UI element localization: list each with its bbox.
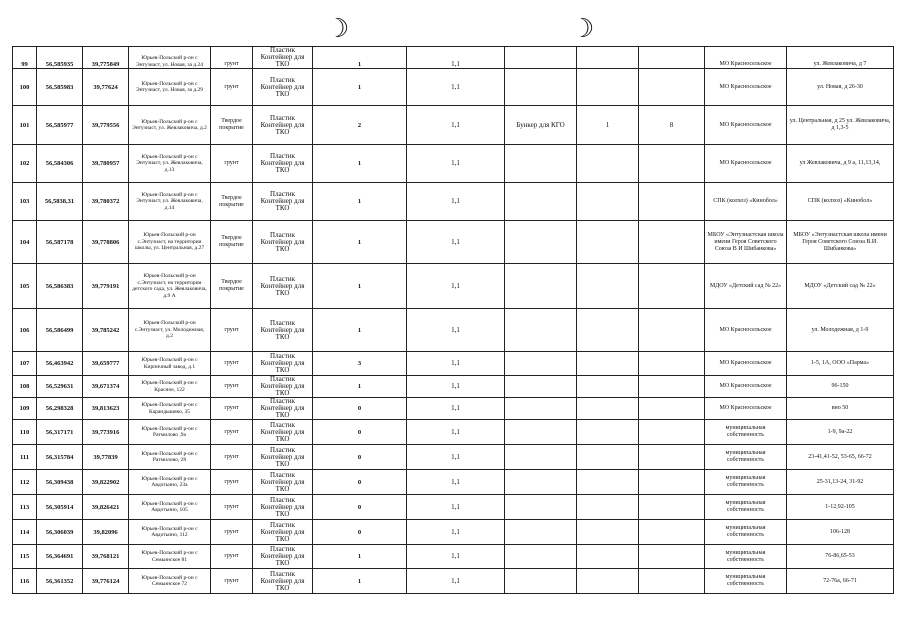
table-row xyxy=(13,545,894,569)
bulky-bin-count-cell xyxy=(577,145,639,183)
bulky-bin-count-cell xyxy=(577,569,639,594)
table-row xyxy=(13,398,894,420)
owner-cell: муниципальная собственность xyxy=(705,495,787,520)
longitude-cell: 39,659777 xyxy=(83,352,129,376)
bulky-bin-volume-cell xyxy=(639,470,705,495)
served-objects-cell: 96-150 xyxy=(787,376,894,398)
container-volume-cell: 1,1 xyxy=(407,145,505,183)
served-objects-cell: ул. Центральная, д 25 ул. Жевлаковича, д 1,3-5 xyxy=(787,106,894,145)
latitude-cell: 56,585935 xyxy=(37,47,83,69)
container-count-cell: 2 xyxy=(313,106,407,145)
bulky-waste-bin-cell xyxy=(505,264,577,309)
bulky-bin-volume-cell xyxy=(639,221,705,264)
latitude-cell: 56,587178 xyxy=(37,221,83,264)
latitude-cell: 56,586383 xyxy=(37,264,83,309)
surface-cell: грунт xyxy=(211,445,253,470)
row-number: 102 xyxy=(13,145,37,183)
surface-cell: Твердое покрытие xyxy=(211,221,253,264)
latitude-cell: 56,364691 xyxy=(37,545,83,569)
container-volume-cell: 1,1 xyxy=(407,69,505,106)
surface-cell: грунт xyxy=(211,145,253,183)
table-row xyxy=(13,520,894,545)
longitude-cell: 39,671374 xyxy=(83,376,129,398)
served-objects-cell: 1-9, 9а-22 xyxy=(787,420,894,445)
served-objects-cell: МДОУ «Детский сад № 22» xyxy=(787,264,894,309)
table-row xyxy=(13,420,894,445)
address-cell: Юрьев-Польский р-он с Карандышево, 35 xyxy=(129,398,211,420)
bulky-bin-volume-cell: 8 xyxy=(639,106,705,145)
longitude-cell: 39,776124 xyxy=(83,569,129,594)
owner-cell: муниципальная собственность xyxy=(705,520,787,545)
bulky-waste-bin-cell xyxy=(505,495,577,520)
registry-table-sheet xyxy=(12,46,893,592)
longitude-cell: 39,775849 xyxy=(83,47,129,69)
surface-cell: грунт xyxy=(211,520,253,545)
owner-cell: МО Красносельское xyxy=(705,47,787,69)
longitude-cell: 39,82096 xyxy=(83,520,129,545)
latitude-cell: 56,317171 xyxy=(37,420,83,445)
table-row xyxy=(13,221,894,264)
bulky-waste-bin-cell xyxy=(505,221,577,264)
longitude-cell: 39,77624 xyxy=(83,69,129,106)
bulky-waste-bin-cell xyxy=(505,520,577,545)
longitude-cell: 39,77839 xyxy=(83,445,129,470)
bulky-waste-bin-cell xyxy=(505,470,577,495)
longitude-cell: 39,785242 xyxy=(83,309,129,352)
container-count-cell: 0 xyxy=(313,520,407,545)
bulky-waste-bin-cell xyxy=(505,569,577,594)
container-count-cell: 1 xyxy=(313,264,407,309)
surface-cell: Твердое покрытие xyxy=(211,264,253,309)
surface-cell: Твердое покрытие xyxy=(211,183,253,221)
container-type-cell: Пластик Контейнер для ТКО xyxy=(253,309,313,352)
table-row xyxy=(13,183,894,221)
bulky-bin-count-cell xyxy=(577,445,639,470)
bulky-bin-volume-cell xyxy=(639,495,705,520)
address-cell: Юрьев-Польский р-он с.Энтузиаст, на территории школы, ул. Центральная, д.27 xyxy=(129,221,211,264)
row-number: 100 xyxy=(13,69,37,106)
address-cell: Юрьев-Польский р-он с Семьинское 72 xyxy=(129,569,211,594)
bulky-waste-bin-cell xyxy=(505,445,577,470)
container-volume-cell: 1,1 xyxy=(407,398,505,420)
address-cell: Юрьев-Польский р-он с Ратмилово ,9а xyxy=(129,420,211,445)
bulky-bin-count-cell xyxy=(577,376,639,398)
row-number: 110 xyxy=(13,420,37,445)
bulky-waste-bin-cell xyxy=(505,545,577,569)
page-corner-mark-left: ☽ xyxy=(326,14,350,44)
address-cell: Юрьев-Польский р-он с Авдотьино, 112 xyxy=(129,520,211,545)
bulky-bin-volume-cell xyxy=(639,183,705,221)
bulky-bin-volume-cell xyxy=(639,420,705,445)
bulky-bin-volume-cell xyxy=(639,569,705,594)
served-objects-cell: ул. Молодежная, д 1-9 xyxy=(787,309,894,352)
container-count-cell: 1 xyxy=(313,47,407,69)
latitude-cell: 56,315784 xyxy=(37,445,83,470)
container-type-cell: Пластик Контейнер для ТКО xyxy=(253,420,313,445)
served-objects-cell: ул. Новая, д 26-30 xyxy=(787,69,894,106)
row-number: 105 xyxy=(13,264,37,309)
table-row xyxy=(13,470,894,495)
owner-cell: МО Красносельское xyxy=(705,309,787,352)
table-row xyxy=(13,106,894,145)
container-type-cell: Пластик Контейнер для ТКО xyxy=(253,545,313,569)
container-volume-cell: 1,1 xyxy=(407,352,505,376)
container-volume-cell: 1,1 xyxy=(407,309,505,352)
longitude-cell: 39,778806 xyxy=(83,221,129,264)
container-type-cell: Пластик Контейнер для ТКО xyxy=(253,145,313,183)
container-volume-cell: 1,1 xyxy=(407,264,505,309)
bulky-bin-volume-cell xyxy=(639,69,705,106)
row-number: 107 xyxy=(13,352,37,376)
longitude-cell: 39,773916 xyxy=(83,420,129,445)
bulky-bin-count-cell xyxy=(577,69,639,106)
owner-cell: муниципальная собственность xyxy=(705,569,787,594)
bulky-bin-count-cell xyxy=(577,470,639,495)
container-count-cell: 0 xyxy=(313,398,407,420)
row-number: 101 xyxy=(13,106,37,145)
container-count-cell: 3 xyxy=(313,352,407,376)
bulky-waste-bin-cell xyxy=(505,376,577,398)
container-type-cell: Пластик Контейнер для ТКО xyxy=(253,569,313,594)
container-volume-cell: 1,1 xyxy=(407,545,505,569)
container-count-cell: 1 xyxy=(313,145,407,183)
address-cell: Юрьев-Польский р-он с Энтузиаст, ул. Новая, за д.29 xyxy=(129,69,211,106)
bulky-waste-bin-cell xyxy=(505,47,577,69)
address-cell: Юрьев-Польский р-он с Семьинское 81 xyxy=(129,545,211,569)
container-type-cell: Пластик Контейнер для ТКО xyxy=(253,69,313,106)
container-volume-cell: 1,1 xyxy=(407,470,505,495)
latitude-cell: 56,463942 xyxy=(37,352,83,376)
owner-cell: МО Красносельское xyxy=(705,145,787,183)
surface-cell: Твердое покрытие xyxy=(211,106,253,145)
bulky-bin-volume-cell xyxy=(639,264,705,309)
bulky-bin-volume-cell xyxy=(639,145,705,183)
longitude-cell: 39,779191 xyxy=(83,264,129,309)
latitude-cell: 56,5838,31 xyxy=(37,183,83,221)
table-body xyxy=(13,47,894,594)
container-count-cell: 1 xyxy=(313,183,407,221)
row-number: 116 xyxy=(13,569,37,594)
row-number: 114 xyxy=(13,520,37,545)
container-type-cell: Пластик Контейнер для ТКО xyxy=(253,470,313,495)
container-type-cell: Пластик Контейнер для ТКО xyxy=(253,183,313,221)
container-count-cell: 1 xyxy=(313,376,407,398)
table-row xyxy=(13,495,894,520)
container-count-cell: 1 xyxy=(313,309,407,352)
latitude-cell: 56,584306 xyxy=(37,145,83,183)
table-row xyxy=(13,569,894,594)
longitude-cell: 39,826421 xyxy=(83,495,129,520)
served-objects-cell: 23-41,41-52, 53-65, 66-72 xyxy=(787,445,894,470)
bulky-bin-count-cell xyxy=(577,183,639,221)
container-type-cell: Пластик Контейнер для ТКО xyxy=(253,264,313,309)
table-row xyxy=(13,309,894,352)
bulky-bin-volume-cell xyxy=(639,398,705,420)
bulky-bin-volume-cell xyxy=(639,545,705,569)
container-type-cell: Пластик Контейнер для ТКО xyxy=(253,376,313,398)
owner-cell: СПК (колхоз) «Кинобол» xyxy=(705,183,787,221)
longitude-cell: 39,780957 xyxy=(83,145,129,183)
served-objects-cell: 72-76а, 66-71 xyxy=(787,569,894,594)
owner-cell: муниципальная собственность xyxy=(705,420,787,445)
bulky-bin-count-cell: 1 xyxy=(577,106,639,145)
page-corner-mark-right: ☽ xyxy=(571,14,595,44)
served-objects-cell: 1-12,92-105 xyxy=(787,495,894,520)
address-cell: Юрьев-Польский р-он с Энтузиаст, ул. Жевлаковича, д.13 xyxy=(129,145,211,183)
surface-cell: грунт xyxy=(211,47,253,69)
container-type-cell: Пластик Контейнер для ТКО xyxy=(253,47,313,69)
owner-cell: МО Красносельское xyxy=(705,106,787,145)
table-row xyxy=(13,376,894,398)
container-count-cell: 0 xyxy=(313,470,407,495)
container-count-cell: 0 xyxy=(313,495,407,520)
latitude-cell: 56,309438 xyxy=(37,470,83,495)
owner-cell: МО Красносельское xyxy=(705,376,787,398)
served-objects-cell: СПК (колхоз) «Кинобол» xyxy=(787,183,894,221)
container-count-cell: 1 xyxy=(313,569,407,594)
bulky-bin-count-cell xyxy=(577,495,639,520)
bulky-bin-count-cell xyxy=(577,520,639,545)
bulky-waste-bin-cell xyxy=(505,309,577,352)
owner-cell: МДОУ «Детский сад № 22» xyxy=(705,264,787,309)
container-type-cell: Пластик Контейнер для ТКО xyxy=(253,352,313,376)
bulky-bin-volume-cell xyxy=(639,309,705,352)
container-type-cell: Пластик Контейнер для ТКО xyxy=(253,495,313,520)
served-objects-cell: 76-86,65-53 xyxy=(787,545,894,569)
owner-cell: муниципальная собственность xyxy=(705,545,787,569)
container-volume-cell: 1,1 xyxy=(407,47,505,69)
address-cell: Юрьев-Польский р-он с.Энтузиаст, ул. Молодежная, д.2 xyxy=(129,309,211,352)
container-count-cell: 0 xyxy=(313,420,407,445)
table-row xyxy=(13,69,894,106)
container-volume-cell: 1,1 xyxy=(407,376,505,398)
longitude-cell: 39,780372 xyxy=(83,183,129,221)
container-type-cell: Пластик Контейнер для ТКО xyxy=(253,221,313,264)
table-row xyxy=(13,352,894,376)
surface-cell: грунт xyxy=(211,470,253,495)
bulky-bin-volume-cell xyxy=(639,47,705,69)
row-number: 115 xyxy=(13,545,37,569)
row-number: 104 xyxy=(13,221,37,264)
served-objects-cell: МБОУ «Энтузиастская школа имени Героя Советского Союза В.И. Шибанкова» xyxy=(787,221,894,264)
served-objects-cell: 1-5, 1А, ООО «Парма» xyxy=(787,352,894,376)
surface-cell: грунт xyxy=(211,495,253,520)
surface-cell: грунт xyxy=(211,398,253,420)
bulky-bin-count-cell xyxy=(577,47,639,69)
surface-cell: грунт xyxy=(211,420,253,445)
served-objects-cell: ул Жевлаковича, д 9 а, 11,13,14, xyxy=(787,145,894,183)
address-cell: Юрьев-Польский р-он с Авдотьино, 105 xyxy=(129,495,211,520)
container-count-cell: 1 xyxy=(313,221,407,264)
served-objects-cell: 106-128 xyxy=(787,520,894,545)
table-row xyxy=(13,264,894,309)
container-volume-cell: 1,1 xyxy=(407,495,505,520)
owner-cell: муниципальная собственность xyxy=(705,445,787,470)
address-cell: Юрьев-Польский р-он с Авдотьино, 23а xyxy=(129,470,211,495)
bulky-waste-bin-cell xyxy=(505,352,577,376)
row-number: 103 xyxy=(13,183,37,221)
container-volume-cell: 1,1 xyxy=(407,420,505,445)
address-cell: Юрьев-Польский р-он с Энтузиаст, ул. Новая, за д.24 xyxy=(129,47,211,69)
bulky-bin-count-cell xyxy=(577,264,639,309)
container-volume-cell: 1,1 xyxy=(407,221,505,264)
surface-cell: грунт xyxy=(211,309,253,352)
table-row xyxy=(13,145,894,183)
surface-cell: грунт xyxy=(211,69,253,106)
container-type-cell: Пластик Контейнер для ТКО xyxy=(253,520,313,545)
container-type-cell: Пластик Контейнер для ТКО xyxy=(253,398,313,420)
address-cell: Юрьев-Польский р-он с Энтузиаст, ул. Жевлаковича, д.14 xyxy=(129,183,211,221)
bulky-bin-count-cell xyxy=(577,352,639,376)
container-count-cell: 1 xyxy=(313,545,407,569)
bulky-bin-count-cell xyxy=(577,309,639,352)
served-objects-cell: 25-31,13-24, 31-92 xyxy=(787,470,894,495)
bulky-waste-bin-cell: Бункер для КГО xyxy=(505,106,577,145)
latitude-cell: 56,306039 xyxy=(37,520,83,545)
row-number: 106 xyxy=(13,309,37,352)
container-type-cell: Пластик Контейнер для ТКО xyxy=(253,106,313,145)
latitude-cell: 56,529631 xyxy=(37,376,83,398)
bulky-bin-count-cell xyxy=(577,420,639,445)
address-cell: Юрьев-Польский р-он с Кирпичный завод, д.1 xyxy=(129,352,211,376)
latitude-cell: 56,586499 xyxy=(37,309,83,352)
table-row xyxy=(13,47,894,69)
address-cell: Юрьев-Польский р-он с Ратмилово, 28 xyxy=(129,445,211,470)
row-number: 108 xyxy=(13,376,37,398)
container-volume-cell: 1,1 xyxy=(407,183,505,221)
served-objects-cell: вно 50 xyxy=(787,398,894,420)
longitude-cell: 39,822902 xyxy=(83,470,129,495)
bulky-bin-volume-cell xyxy=(639,352,705,376)
row-number: 99 xyxy=(13,47,37,69)
owner-cell: МБОУ «Энтузиастская школа имени Героя Советского Союза В И Шибанкова» xyxy=(705,221,787,264)
address-cell: Юрьев-Польский р-он с.Энтузиаст, на территории детского сада, ул. Жевлаковича, д.9 А xyxy=(129,264,211,309)
row-number: 113 xyxy=(13,495,37,520)
latitude-cell: 56,585977 xyxy=(37,106,83,145)
bulky-bin-count-cell xyxy=(577,545,639,569)
bulky-bin-count-cell xyxy=(577,398,639,420)
bulky-waste-bin-cell xyxy=(505,398,577,420)
table-row xyxy=(13,445,894,470)
surface-cell: грунт xyxy=(211,569,253,594)
latitude-cell: 56,305914 xyxy=(37,495,83,520)
bulky-waste-bin-cell xyxy=(505,69,577,106)
owner-cell: муниципальная собственность xyxy=(705,470,787,495)
latitude-cell: 56,361352 xyxy=(37,569,83,594)
owner-cell: МО Красносельское xyxy=(705,69,787,106)
row-number: 109 xyxy=(13,398,37,420)
served-objects-cell: ул. Жевлаковича, д 7 xyxy=(787,47,894,69)
latitude-cell: 56,298328 xyxy=(37,398,83,420)
container-count-cell: 1 xyxy=(313,69,407,106)
container-volume-cell: 1,1 xyxy=(407,106,505,145)
latitude-cell: 56,585983 xyxy=(37,69,83,106)
surface-cell: грунт xyxy=(211,545,253,569)
container-volume-cell: 1,1 xyxy=(407,445,505,470)
surface-cell: грунт xyxy=(211,376,253,398)
address-cell: Юрьев-Польский р-он с Энтузиаст, ул. Жевлаковича, д.2 xyxy=(129,106,211,145)
bulky-waste-bin-cell xyxy=(505,420,577,445)
bulky-waste-bin-cell xyxy=(505,183,577,221)
bulky-bin-volume-cell xyxy=(639,445,705,470)
longitude-cell: 39,813623 xyxy=(83,398,129,420)
container-volume-cell: 1,1 xyxy=(407,569,505,594)
bulky-waste-bin-cell xyxy=(505,145,577,183)
waste-sites-table xyxy=(12,46,894,594)
owner-cell: МО Красносельское xyxy=(705,352,787,376)
row-number: 112 xyxy=(13,470,37,495)
container-count-cell: 0 xyxy=(313,445,407,470)
longitude-cell: 39,768121 xyxy=(83,545,129,569)
row-number: 111 xyxy=(13,445,37,470)
container-volume-cell: 1,1 xyxy=(407,520,505,545)
bulky-bin-volume-cell xyxy=(639,520,705,545)
container-type-cell: Пластик Контейнер для ТКО xyxy=(253,445,313,470)
address-cell: Юрьев-Польский р-он с Красное, 122 xyxy=(129,376,211,398)
surface-cell: грунт xyxy=(211,352,253,376)
bulky-bin-count-cell xyxy=(577,221,639,264)
longitude-cell: 39,779556 xyxy=(83,106,129,145)
bulky-bin-volume-cell xyxy=(639,376,705,398)
owner-cell: МО Красносельское xyxy=(705,398,787,420)
